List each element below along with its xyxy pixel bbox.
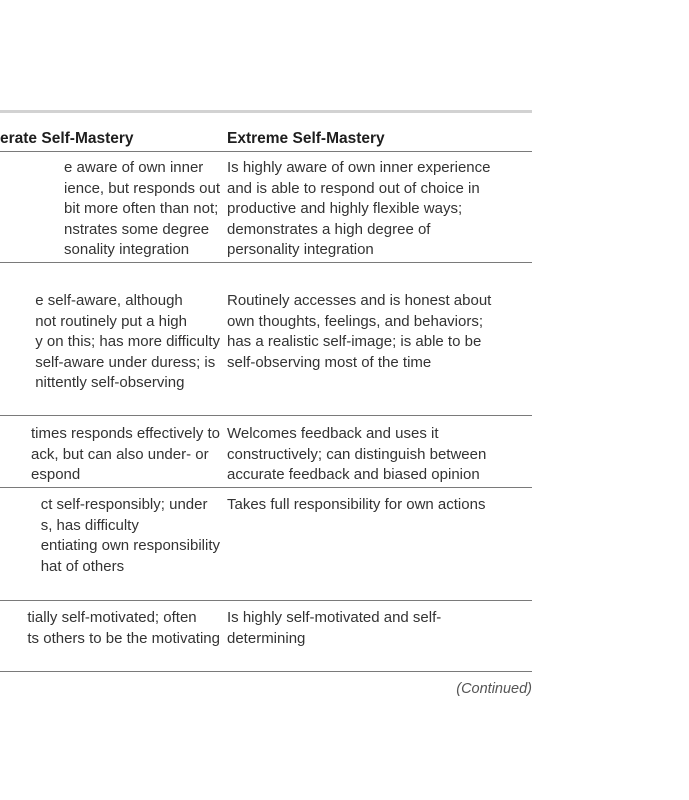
table-cell-moderate: e self-aware, although not routinely put a high y on this; has more difficulty self-aware under duress; is nittently self-observing xyxy=(35,292,220,391)
row-divider xyxy=(0,415,532,416)
header-divider xyxy=(0,151,532,152)
column-header-moderate: erate Self-Mastery xyxy=(0,130,134,147)
continued-note: (Continued) xyxy=(456,681,532,697)
table-bottom-rule xyxy=(0,671,532,672)
table-cell-extreme: Is highly self-motivated and self- determining xyxy=(227,609,442,647)
table-cell-extreme: Welcomes feedback and uses it constructively; can distinguish between accurate feedback and biased opinion xyxy=(227,425,487,483)
row-divider xyxy=(0,487,532,488)
table-top-rule xyxy=(0,110,532,113)
row-divider xyxy=(0,262,532,263)
table-cell-moderate: times responds effectively to ack, but can also under- or espond xyxy=(31,425,220,483)
table-cell-extreme: Routinely accesses and is honest about own thoughts, feelings, and behaviors; has a realistic self-image; is able to be self-observing most of the time xyxy=(227,292,492,371)
table-cell-extreme: Takes full responsibility for own actions xyxy=(227,496,486,513)
table-cell-extreme: Is highly aware of own inner experience and is able to respond out of choice in productive and highly flexible ways; demonstrates a high degree of personality integration xyxy=(227,159,491,258)
row-divider xyxy=(0,600,532,601)
table-cell-moderate: e aware of own inner ience, but responds out bit more often than not; nstrates some degree sonality integration xyxy=(64,159,220,258)
column-header-extreme: Extreme Self-Mastery xyxy=(227,130,385,147)
table-cell-moderate: tially self-motivated; often ts others to be the motivating xyxy=(27,609,220,647)
table-cell-moderate: ct self-responsibly; under s, has difficulty entiating own responsibility hat of others xyxy=(40,496,220,575)
